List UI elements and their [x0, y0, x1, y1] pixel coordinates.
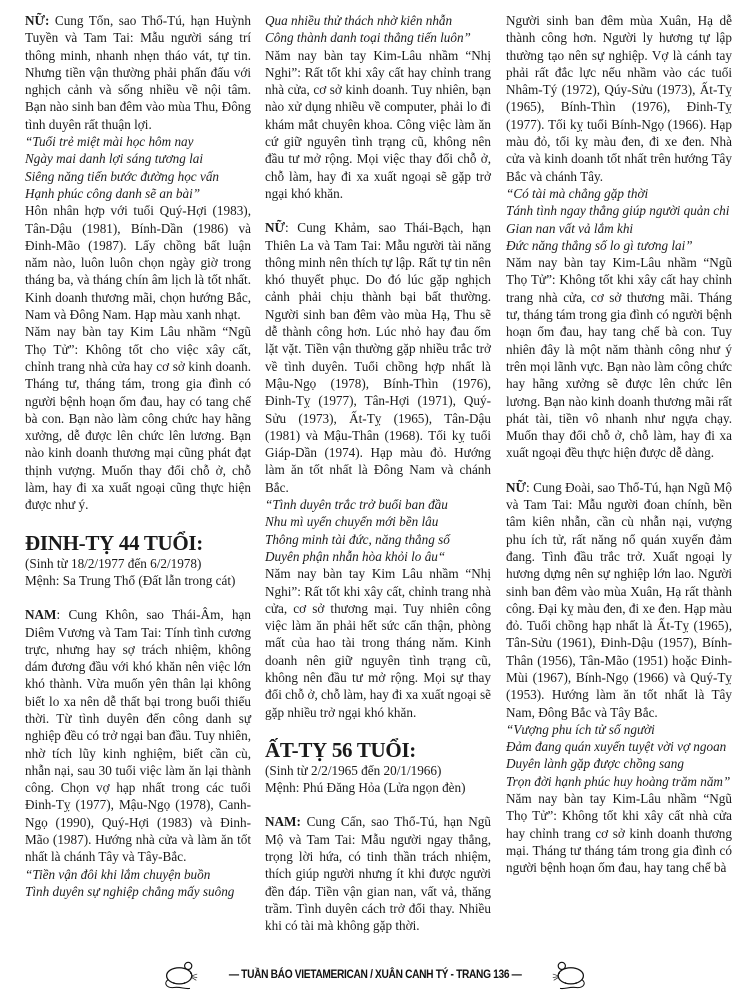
poem-line: Hạnh phúc công danh sẽ an bài”: [25, 185, 201, 201]
paragraph: NỮ: Cung Đoài, sao Thổ-Tú, hạn Ngũ Mộ và Tam Tai: Mẫu người đoan chính, bền tâm kiên nhẫn, cần cù nhẫn nại, vượng phu ích tử, rất năng nổ quán xuyến đảm đang. Tình đầu trắc trở. Xuất ngoại ly hương dựng nên sự nghiệp lớn lao. Người sinh ban đêm vào mùa Xuân, Hạ rất thành công. Đại kỵ màu đen, đi xe đen. Hạp màu đỏ. Tuổi chồng hạp nhất là Ất-Tỵ (1965), Tân-Sửu (1961), Đinh-Dậu (1957), Bính-Thân (1956), Tân-Mão (1951) hoặc Đinh-Mùi (1967), Bính-Ngọ (1966) và Quý-Tỵ (1953). Hướng làm ăn tốt nhất là Tây Nam, Đông Bắc và Tây Bắc.: [506, 479, 732, 720]
paragraph: Hôn nhân hợp với tuổi Quý-Hợi (1983), Tân-Dậu (1981), Bính-Dần (1986) và Đinh-Mão (1987). Lấy chồng bất luận năm nào, luôn luôn chọn ngày giờ trong tháng ba, và tháng chín âm lịch là tốt nhất. Kinh doanh thương mãi, chọn hướng Bắc, Nam và Đông Nam. Hạp màu xanh nhạt.: [25, 203, 251, 323]
footer-text: — TUẦN BÁO VIETAMERICAN / XUÂN CANH TÝ - TRANG 136 —: [228, 966, 522, 981]
gender-label: NỮ: [265, 220, 286, 236]
spacer: [506, 462, 732, 479]
column-3: [506, 12, 732, 877]
poem-line: “Tiền vận đôi khi lắm chuyện buồn: [25, 866, 211, 882]
poem: [506, 721, 732, 790]
poem-line: Tình duyên sự nghiệp chẳng mấy suông: [25, 883, 235, 899]
poem: [25, 866, 251, 901]
element-label: Mệnh: Sa Trung Thổ (Đất lẫn trong cát): [25, 572, 236, 588]
poem: [265, 12, 491, 47]
poem-line: Đảm đang quán xuyến tuyệt vời vợ ngoan: [506, 739, 727, 755]
poem-line: Siêng năng tiến bước đường học vấn: [25, 168, 220, 184]
gender-label: NỮ:: [25, 13, 50, 28]
spacer: [265, 202, 491, 219]
poem-line: “Vượng phu ích tử số người: [506, 721, 655, 737]
paragraph: Năm nay bàn tay Kim-Lâu nhầm “Ngũ Thọ Tử”: Không tốt khi xây cất nhà cửa hay chỉnh trang cơ sở kinh doanh thương mại. Tháng tư tháng tám trong gia đình có người bệnh hoạn ốm đau, hay tang chế bà: [506, 791, 732, 876]
poem-line: Gian nan vất vả lắm khi: [506, 220, 634, 236]
poem: [506, 185, 732, 254]
poem-line: Qua nhiều thử thách nhờ kiên nhẫn: [265, 13, 453, 28]
poem-line: Nhu mì uyển chuyển mới bền lâu: [265, 514, 439, 530]
mouse-icon: [163, 957, 199, 991]
page-footer: [0, 955, 750, 992]
gender-label: NAM:: [265, 814, 301, 830]
column-2: [265, 12, 491, 935]
poem-line: Ngày mai danh lợi sáng tương lai: [25, 151, 204, 167]
poem-line: Đức năng thẳng số lo gì tương lai”: [506, 237, 693, 253]
poem-line: “Tuổi trẻ miệt mài học hôm nay: [25, 134, 194, 150]
paragraph: NAM: Cung Khôn, sao Thái-Âm, hạn Diêm Vương và Tam Tai: Tính tình cương trực, nhưng hay sợ trách nhiệm, không dám đương đầu với khó khăn nên việc lớn khó thành. Vừa muốn yên thân lại không biết lo xa nên dễ thất bại trong buổi thiếu thời. Từ tình duyên đến công danh sự nghiệp đều có trở ngại ban đầu. Tuy nhiên, nhờ tích lũy kinh nghiệm, biết cần cù, nhẫn nại, sau 30 tuổi việc làm ăn lại thành công. Chọn vợ hạp nhất trong các tuổi Đinh-Tỵ (1977), Mậu-Ngọ (1978), Canh-Ngọ (1990), Quý-Hợi (1983) và Đinh-Mão (1987). Hướng nhà cửa và làm ăn tốt nhất là chánh Tây và Tây-Bắc.: [25, 607, 252, 865]
section-heading: ẤT-TỴ 56 TUỔI:: [265, 737, 417, 762]
paragraph: Năm nay bàn tay Kim-Lâu nhầm “Ngũ Thọ Tử”: Không tốt khi xây cất hay chỉnh trang nhà cửa, cơ sở thương mãi. Tháng tư, tháng tám trong gia đình có người bệnh hoạn ốm đau, hay tang chế bà con. Tuy nhiên đây là một năm thành công như ý trên mọi lãnh vực. Bạn nào làm công chức hay hãng xưởng sẽ được lên chức lên lương. Bạn nào kinh doanh thương mãi rất phát tài, tiền vô nhanh như ngựa chạy. Muốn thay đổi chỗ ở, chỗ làm, hay đi xa xuất ngoại đều thực hiện được dễ dàng.: [506, 255, 733, 461]
spacer: [25, 589, 251, 606]
birth-range: (Sinh từ 18/2/1977 đến 6/2/1978): [25, 555, 202, 571]
paragraph: Năm nay bàn tay Kim Lâu nhầm “Ngũ Thọ Tử”: Không tốt cho việc xây cất, chỉnh trang nhà cửa hay cơ sở kinh doanh. Tháng tư, tháng tám, trong gia đình có người bệnh hoạn ốm đau, hay có tang chế bà con. Bạn nào làm công chức hay hãng xưởng, dễ được lên chức lên lương. Bạn nào kinh doanh thương mại cũng phát đạt thịnh vượng. Muốn thay đổi chỗ ở, chỗ làm, hay đi xa xuất ngoại cũng thực hiện được như ý.: [25, 324, 251, 513]
poem-line: “Tình duyên trắc trở buổi ban đầu: [265, 497, 448, 513]
spacer: [265, 796, 491, 813]
birth-range: (Sinh từ 2/2/1965 đến 20/1/1966): [265, 762, 442, 778]
poem-line: Duyên phận nhẫn hòa khỏi lo âu“: [265, 548, 446, 564]
spacer: [265, 721, 491, 738]
poem-line: Tánh tình ngay thẳng giúp người quản chi: [506, 203, 730, 219]
gender-label: NỮ: [506, 479, 527, 495]
poem-line: “Có tài mà chẳng gặp thời: [506, 185, 649, 201]
paragraph: NAM: Cung Cấn, sao Thổ-Tú, hạn Ngũ Mộ và Tam Tai: Mẫu người ngay thẳng, trọng lời hứa, có tinh thần trách nhiệm, thích giúp người nhưng ít khi được người đền đáp. Tiền vận gian nan, vất vả, thăng trầm. Tình duyên cách trở đổi thay. Nhiều khi có tài mà không gặp thời.: [265, 814, 491, 934]
poem: [265, 496, 491, 565]
column-1: [25, 12, 251, 900]
poem-line: Công thành danh toại thẳng tiến luôn”: [265, 30, 471, 46]
paragraph: Năm nay bàn tay Kim-Lâu nhầm “Nhị Nghi”: Rất tốt khi xây cất hay chỉnh trang nhà cửa, cơ sở kinh doanh. Tuy nhiên, bạn nào xử dụng nhiều về computer, phải lo đi khám mắt chuyên khoa. Công việc làm ăn cứ giữ nguyên tình trạng cũ, không nên đầu tư mở rộng. Mọi việc thay đổi chỗ ở, chỗ làm, hay đi xa xuất ngoại sẽ gặp trở ngại khó khăn.: [265, 47, 491, 201]
spacer: [25, 514, 251, 531]
poem-line: Thông minh tài đức, năng thẳng số: [265, 531, 450, 547]
mouse-icon: [551, 957, 587, 991]
paragraph: NỮ: Cung Tốn, sao Thổ-Tú, hạn Huỳnh Tuyền và Tam Tai: Mẫu người sáng trí thông minh, nhanh nhẹn tháo vát, tự tin. Nhưng tiền vận thường phải phấn đấu với nghịch cảnh và sống nhiều về nội tâm. Bạn nào sinh ban đêm vào mùa Thu, Đông tình duyên rất thuận lợi.: [25, 13, 251, 132]
paragraph: NỮ: Cung Khảm, sao Thái-Bạch, hạn Thiên La và Tam Tai: Mẫu người tài năng thông minh nên thích tự lập. Rất tự tin nên khó thuyết phục. Do đó lúc gặp nghịch cảnh phải chịu thành bại bất thường. Người sinh ban đêm vào mùa Hạ, Thu sẽ dễ thành công hơn. Lúc nhỏ hay đau ốm lặt vặt. Tiền vận thường gặp nhiều trắc trở về tình duyên. Tuổi chồng hợp nhất là Mậu-Ngọ (1978), Bính-Thìn (1976), Đinh-Tỵ (1977), Tân-Hợi (1971), Quý-Sửu (1973), Ất-Tỵ (1965), Tân-Dậu (1981) và Mậu-Thân (1968). Tối kỵ tuổi Giáp-Dần (1974). Hạp màu đỏ. Hướng làm ăn tốt nhất là Đông Nam và chánh Bắc.: [265, 220, 491, 495]
poem: [25, 133, 251, 202]
section-heading: ĐINH-TỴ 44 TUỔI:: [25, 530, 203, 555]
poem-line: Duyên lành gặp được chồng sang: [506, 756, 684, 772]
paragraph: Năm nay bàn tay Kim Lâu nhầm “Nhị Nghi”: Rất tốt khi xây cất, chỉnh trang nhà cửa, cơ sở thương mại. Tuy nhiên công việc làm ăn phải hết sức cẩn thận, phòng mất của hao tài trong tháng năm. Kinh doanh nên giữ nguyên tình trạng cũ, không nên đầu tư mở rộng. Mọi sự thay đổi chỗ ở, chỗ làm, hay đi xa xuất ngoại sẽ gặp nhiều trở ngại khó khăn.: [265, 566, 491, 720]
gender-label: NAM: [25, 607, 57, 623]
poem-line: Trọn đời hạnh phúc huy hoàng trăm năm”: [506, 773, 731, 789]
element-label: Mệnh: Phú Đăng Hỏa (Lửa ngọn đèn): [265, 780, 466, 796]
paragraph: Người sinh ban đêm mùa Xuân, Hạ dễ thành công hơn. Người ly hương tự lập thường tạo nên sự nghiệp. Vợ là cánh tay phải rất đắc lực nếu nhầm vào các tuổi Nhâm-Tý (1972), Qúy-Sửu (1973), Ất-Tỵ (1965), Bính-Thìn (1976), Đinh-Tỵ (1977). Tối kỵ tuổi Bính-Ngọ (1966). Hạp màu đỏ, tối kỵ màu đen, đi xe đen. Nhà cửa và kinh doanh tốt nhất trên hướng Tây Bắc và chánh Tây.: [506, 13, 732, 184]
article-page: [22, 12, 734, 942]
